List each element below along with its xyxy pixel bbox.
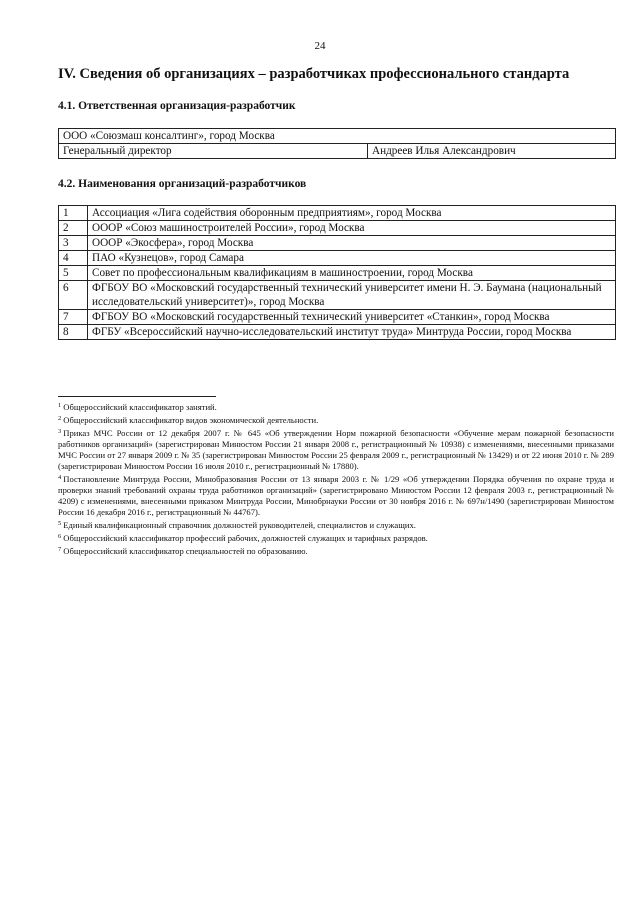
responsible-org-table <box>58 128 616 159</box>
footnote <box>58 413 614 426</box>
footnote <box>58 544 614 557</box>
footnote <box>58 426 614 472</box>
row-number: 7 <box>59 310 88 325</box>
footnote-divider <box>58 396 216 397</box>
footnote <box>58 531 614 544</box>
footnote-marker: 4 <box>58 474 62 481</box>
org-name: Ассоциация «Лига содействия оборонным предприятиям», город Москва <box>88 206 616 221</box>
table-row <box>59 129 616 144</box>
responsible-org-heading: 4.1. Ответственная организация-разработчик <box>58 100 296 112</box>
table-row <box>59 325 616 340</box>
footnote-marker: 6 <box>58 533 62 540</box>
table-row <box>59 221 616 236</box>
table-row <box>59 281 616 310</box>
org-name: ОООР «Союз машиностроителей России», город Москва <box>88 221 616 236</box>
org-name: ФГБУ «Всероссийский научно-исследовательский институт труда» Минтруда России, город Москва <box>88 325 616 340</box>
page-number: 24 <box>314 40 326 52</box>
footnote-text: Приказ МЧС России от 12 декабря 2007 г. № 645 «Об утверждении Норм пожарной безопасности «Обучение мерам пожарной безопасности работников организаций» (зарегистрирован Минюстом России 21 января 2008 г., регистрационный № 10938) с изменениями, внесенными приказами МЧС России от 27 января 2009 г. № 35 (зарегистрирован Минюстом России 25 февраля 2009 г., регистрационный № 13429) и от 22 июня 2010 г. № 289 (зарегистрирован Минюстом России 16 июля 2010 г., регистрационный № 17880). <box>58 428 614 471</box>
table-row <box>59 266 616 281</box>
footnote-marker: 3 <box>58 428 62 435</box>
footnotes <box>58 400 614 557</box>
table-row <box>59 206 616 221</box>
table-row <box>59 310 616 325</box>
footnote-text: Общероссийский классификатор занятий. <box>63 402 217 412</box>
footnote-text: Единый квалификационный справочник должностей руководителей, специалистов и служащих. <box>63 520 416 530</box>
footnote-text: Постановление Минтруда России, Минобразования России от 13 января 2003 г. № 1/29 «Об утверждении Порядка обучения по охране труда и проверки знаний требований охраны труда работников организаций» (зарегистрировано Минюстом России 12 февраля 2003 г., регистрационный № 4209) с изменениями, внесенными приказом Минтруда России, Минобрнауки России от 30 ноября 2016 г. № 697н/1490 (зарегистрирован Минюстом России 16 декабря 2016 г., регистрационный № 44767). <box>58 474 614 517</box>
org-name: ОООР «Экосфера», город Москва <box>88 236 616 251</box>
footnote-text: Общероссийский классификатор специальностей по образованию. <box>63 546 308 556</box>
org-name: ФГБОУ ВО «Московский государственный технический университет «Станкин», город Москва <box>88 310 616 325</box>
responsible-position: Генеральный директор <box>59 144 368 159</box>
developers-heading: 4.2. Наименования организаций-разработчиков <box>58 178 307 190</box>
org-name: Совет по профессиональным квалификациям в машиностроении, город Москва <box>88 266 616 281</box>
footnote-text: Общероссийский классификатор видов экономической деятельности. <box>63 415 319 425</box>
section-title: IV. Сведения об организациях – разработчиках профессионального стандарта <box>58 66 570 82</box>
row-number: 4 <box>59 251 88 266</box>
row-number: 3 <box>59 236 88 251</box>
footnote <box>58 518 614 531</box>
row-number: 2 <box>59 221 88 236</box>
responsible-org-name: ООО «Союзмаш консалтинг», город Москва <box>59 129 616 144</box>
developers-table <box>58 205 616 340</box>
footnote-marker: 7 <box>58 546 62 553</box>
footnote <box>58 400 614 413</box>
footnote-marker: 2 <box>58 415 62 422</box>
footnote-marker: 1 <box>58 402 62 409</box>
row-number: 6 <box>59 281 88 310</box>
row-number: 8 <box>59 325 88 340</box>
footnote <box>58 472 614 518</box>
footnote-marker: 5 <box>58 520 62 527</box>
table-row <box>59 236 616 251</box>
org-name: ПАО «Кузнецов», город Самара <box>88 251 616 266</box>
org-name: ФГБОУ ВО «Московский государственный технический университет имени Н. Э. Баумана (национальный исследовательский университет)», город Москва <box>88 281 616 310</box>
row-number: 5 <box>59 266 88 281</box>
footnote-text: Общероссийский классификатор профессий рабочих, должностей служащих и тарифных разрядов. <box>63 533 428 543</box>
row-number: 1 <box>59 206 88 221</box>
table-row <box>59 144 616 159</box>
responsible-person: Андреев Илья Александрович <box>368 144 616 159</box>
table-row <box>59 251 616 266</box>
